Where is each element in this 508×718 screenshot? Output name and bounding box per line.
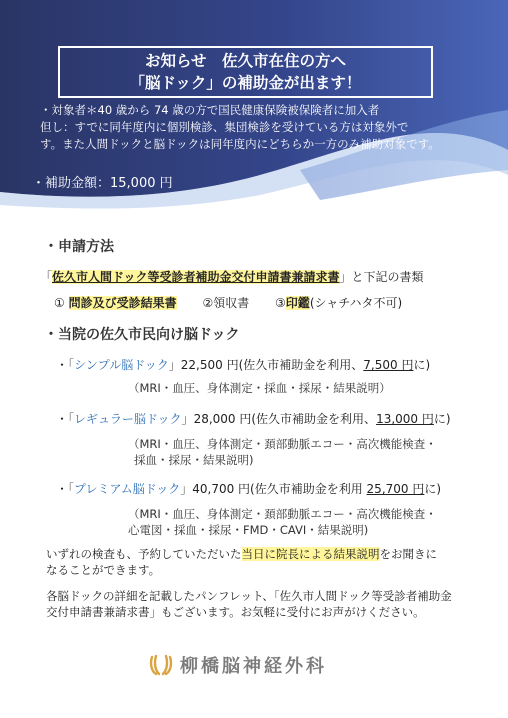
note-text-b: をお聞きに (379, 547, 437, 561)
course-regular-price: 28,000 円(佐久市補助金を利用、 (193, 412, 377, 426)
course-premium-contents-1: （MRI・血圧、身体測定・頚部動脈エコー・高次機能検査・ (128, 507, 437, 521)
course-simple-close: に) (413, 358, 431, 372)
form-close-text: 」と下記の書類 (339, 270, 424, 284)
course-regular-contents-2: 採血・採尿・結果説明) (134, 453, 254, 467)
course-premium (56, 480, 441, 497)
pamphlet-line-1: 各脳ドックの詳細を記載したパンフレット、「佐久市人間ドック等受診者補助金 (46, 589, 452, 603)
note-highlight: 当日に院長による結果説明 (241, 547, 380, 561)
course-regular-contents-1: （MRI・血圧、身体測定・頚部動脈エコー・高次機能検査・ (128, 437, 437, 451)
result-explanation-note (46, 546, 466, 578)
intro-line-1: ・対象者＊40 歳から 74 歳の方で国民健康保険被保険者に加入者 (40, 103, 380, 117)
intro-line-2: 但し：すでに同年度内に個別検診、集団検診を受けている方は対象外で (40, 120, 409, 134)
course-regular-prefix: ・「 (56, 412, 75, 426)
eligibility-text (40, 102, 480, 153)
intro-line-3: す。また人間ドックと脳ドックは同年度内にどちらか一方のみ補助対象です。 (40, 137, 440, 151)
title-line-1: お知らせ 佐久市在住の方へ (144, 52, 347, 70)
clinic-logo (148, 652, 327, 678)
course-simple-price: 22,500 円(佐久市補助金を利用、 (180, 358, 364, 372)
course-simple (56, 356, 430, 373)
clinic-name: 柳橋脳神経外科 (180, 656, 327, 677)
course-simple-prefix: ・「 (56, 358, 75, 372)
clinic-mark-icon (148, 653, 174, 677)
course-simple-name: シンプル脳ドック (74, 358, 169, 372)
course-premium-suffix: 」 (180, 482, 193, 496)
course-simple-contents: （MRI・血圧、身体測定・採血・採尿・結果説明） (128, 381, 391, 395)
course-premium-name: プレミアム脳ドック (74, 482, 181, 496)
course-premium-contents-2: 心電図・採血・採尿・FMD・CAVI・結果説明) (128, 523, 369, 537)
form-name: 佐久市人間ドック等受診者補助金交付申請書兼請求書 (52, 270, 340, 284)
course-regular (56, 410, 451, 427)
doc3-number: ③ (275, 296, 286, 310)
course-premium-prefix: ・「 (56, 482, 75, 496)
course-premium-price: 40,700 円(佐久市補助金を利用 (192, 482, 367, 496)
form-open-bracket: 「 (40, 270, 53, 284)
course-simple-net-price: 7,500 円 (363, 358, 414, 372)
subsidy-amount: ・補助金額：15,000 円 (32, 176, 173, 191)
course-premium-net-price: 25,700 円 (366, 482, 425, 496)
doc1-label: 問診及び受診結果書 (68, 296, 177, 310)
course-regular-close: に) (433, 412, 451, 426)
course-premium-close: に) (424, 482, 442, 496)
doc1-number: ① (54, 296, 65, 310)
apply-heading: ・申請方法 (44, 239, 114, 255)
courses-heading: ・当院の佐久市民向け脳ドック (44, 327, 240, 343)
pamphlet-note (46, 588, 466, 620)
note-text-a: いずれの検査も、予約していただいた (46, 547, 242, 561)
title-line-2: 「脳ドック」の補助金が出ます！ (129, 74, 362, 92)
doc2-label: ②領収書 (202, 296, 250, 310)
apply-form-line (40, 268, 424, 285)
required-documents (54, 294, 402, 311)
course-simple-suffix: 」 (168, 358, 181, 372)
note-text-c: なることができます。 (46, 563, 161, 577)
course-regular-suffix: 」 (181, 412, 194, 426)
page-title (58, 46, 433, 98)
doc3-label: 印鑑 (285, 296, 310, 310)
course-regular-net-price: 13,000 円 (376, 412, 434, 426)
doc3-note: (シャチハタ不可) (309, 296, 403, 310)
pamphlet-line-2: 交付申請書兼請求書」もございます。お気軽に受付にお声がけください。 (46, 605, 425, 619)
header-banner (0, 0, 508, 210)
course-regular-name: レギュラー脳ドック (74, 412, 182, 426)
